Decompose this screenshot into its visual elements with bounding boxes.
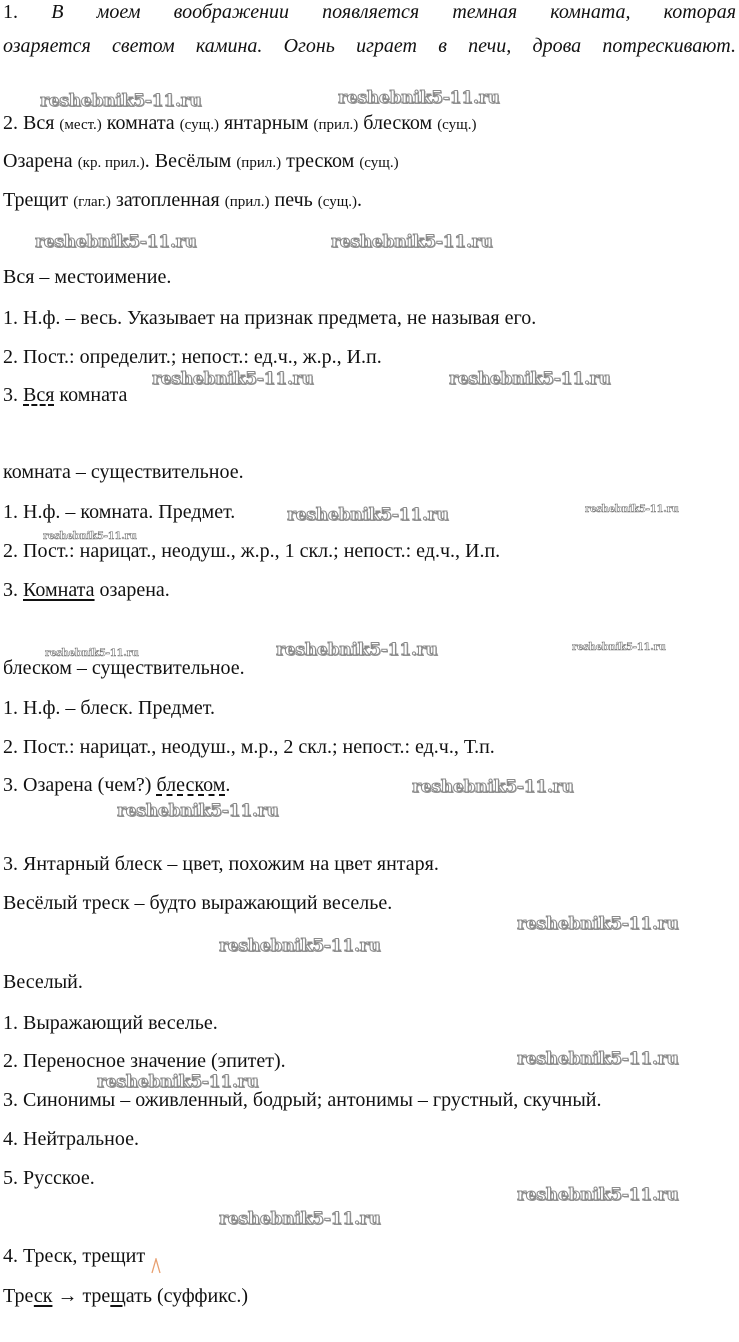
vsya-item-2: 2. Пост.: определит.; непост.: ед.ч., ж.р., И.п. [3, 346, 382, 368]
intro-line-1 [3, 0, 736, 24]
veselyi-title: Веселый. [3, 971, 83, 993]
task2-line-2: Озарена (кр. прил.). Весёлым (прил.) треском (сущ.) [3, 150, 399, 172]
watermark: reshebnik5-11.ru [331, 232, 493, 252]
task3-line-2: Весёлый треск – будто выражающий веселье. [3, 892, 393, 914]
watermark: reshebnik5-11.ru [43, 531, 137, 542]
watermark: reshebnik5-11.ru [287, 505, 449, 525]
watermark: reshebnik5-11.ru [35, 232, 197, 252]
vsya-title: Вся – местоимение. [3, 266, 172, 288]
intro-text-1: В моем воображении появляется темная комната, которая [51, 1, 737, 23]
watermark: reshebnik5-11.ru [152, 369, 314, 389]
watermark: reshebnik5-11.ru [219, 936, 381, 956]
vsya-item-1: 1. Н.ф. – весь. Указывает на признак предмета, не называя его. [3, 307, 537, 329]
blesk-item-2: 2. Пост.: нарицат., неодуш., м.р., 2 скл.; непост.: ед.ч., Т.п. [3, 736, 495, 758]
veselyi-item-5: 5. Русское. [3, 1167, 95, 1189]
watermark: reshebnik5-11.ru [117, 801, 279, 821]
veselyi-item-2: 2. Переносное значение (эпитет). [3, 1050, 286, 1072]
vsya-item-3: 3. Вся комната [3, 384, 128, 406]
intro-line-2: озаряется светом камина. Огонь играет в печи, дрова потрескивают. [3, 35, 736, 57]
task4-line-1: 4. Треск, трещит [3, 1245, 146, 1267]
veselyi-item-1: 1. Выражающий веселье. [3, 1012, 218, 1034]
underlined-word: Вся [23, 384, 55, 406]
blesk-title: блеском – существительное. [3, 657, 245, 679]
underlined-word: Комната [23, 579, 95, 601]
komnata-item-2: 2. Пост.: нарицат., неодуш., ж.р., 1 скл.; непост.: ед.ч., И.п. [3, 540, 501, 562]
alternation-mark: щ [110, 1285, 126, 1307]
suffix-mark: ск [33, 1285, 53, 1307]
watermark: reshebnik5-11.ru [585, 504, 679, 515]
watermark: reshebnik5-11.ru [97, 1072, 259, 1092]
task3-line-1: 3. Янтарный блеск – цвет, похожим на цвет янтаря. [3, 853, 439, 875]
underlined-word: блеском [156, 774, 226, 796]
watermark: reshebnik5-11.ru [517, 1185, 679, 1205]
watermark: reshebnik5-11.ru [517, 914, 679, 934]
watermark: reshebnik5-11.ru [449, 369, 611, 389]
veselyi-item-3: 3. Синонимы – оживленный, бодрый; антонимы – грустный, скучный. [3, 1089, 602, 1111]
watermark: reshebnik5-11.ru [412, 777, 574, 797]
komnata-title: комната – существительное. [3, 461, 244, 483]
watermark: reshebnik5-11.ru [40, 91, 202, 111]
watermark: reshebnik5-11.ru [45, 648, 139, 659]
komnata-item-3: 3. Комната озарена. [3, 579, 170, 601]
veselyi-item-4: 4. Нейтральное. [3, 1128, 139, 1150]
task2-line-3: Трещит (глаг.) затопленная (прил.) печь (сущ.). [3, 189, 363, 211]
watermark: reshebnik5-11.ru [276, 640, 438, 660]
blesk-item-1: 1. Н.ф. – блеск. Предмет. [3, 697, 216, 719]
task4-line-2: Треск → трещать (суффикс.) [3, 1285, 248, 1307]
watermark: reshebnik5-11.ru [338, 88, 500, 108]
blesk-item-3: 3. Озарена (чем?) блеском. [3, 774, 231, 796]
watermark: reshebnik5-11.ru [572, 642, 666, 653]
watermark: reshebnik5-11.ru [517, 1049, 679, 1069]
watermark: reshebnik5-11.ru [219, 1209, 381, 1229]
suffix-caret-icon [151, 1258, 161, 1274]
task2-line-1: 2. Вся (мест.) комната (сущ.) янтарным (прил.) блеском (сущ.) [3, 112, 477, 134]
komnata-item-1: 1. Н.ф. – комната. Предмет. [3, 501, 236, 523]
intro-number: 1. [3, 1, 18, 23]
